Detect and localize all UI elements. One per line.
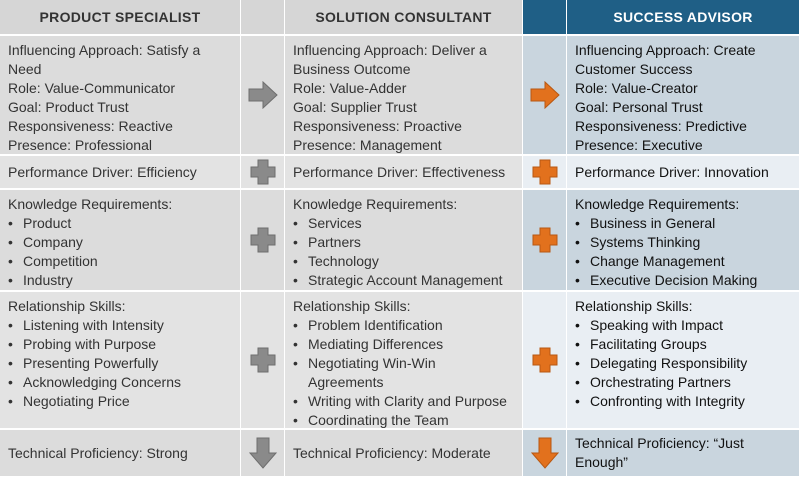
header-product-specialist: PRODUCT SPECIALIST bbox=[0, 0, 241, 36]
ps-goal: Goal: Product Trust bbox=[8, 99, 129, 115]
list-item: • Acknowledging Concerns bbox=[8, 373, 232, 392]
list-item: • Probing with Purpose bbox=[8, 335, 232, 354]
plus-cell bbox=[241, 190, 285, 292]
sa-knowledge-list bbox=[575, 214, 791, 290]
sc-knowledge-list bbox=[293, 214, 514, 290]
list-item: • Mediating Differences bbox=[293, 335, 514, 354]
list-item: • Speaking with Impact bbox=[575, 316, 791, 335]
sc-knowledge-cell bbox=[285, 190, 523, 292]
sa-presence: Presence: Executive bbox=[575, 137, 703, 153]
header-spacer bbox=[523, 0, 567, 36]
plus-cell bbox=[241, 156, 285, 190]
list-item: • Technology bbox=[293, 252, 514, 271]
plus-icon bbox=[532, 159, 558, 185]
list-item: • Confronting with Integrity bbox=[575, 392, 791, 411]
sa-role: Role: Value-Creator bbox=[575, 80, 698, 96]
header-solution-consultant: SOLUTION CONSULTANT bbox=[285, 0, 523, 36]
sc-knowledge-title: Knowledge Requirements: bbox=[293, 196, 458, 212]
sc-influencing-cell bbox=[285, 36, 523, 156]
ps-responsiveness: Responsiveness: Reactive bbox=[8, 118, 173, 134]
list-item: • Writing with Clarity and Purpose bbox=[293, 392, 514, 411]
list-item: • Systems Thinking bbox=[575, 233, 791, 252]
arrow-right-icon bbox=[248, 81, 278, 109]
list-item: • Coordinating the Team bbox=[293, 411, 514, 430]
ps-knowledge-title: Knowledge Requirements: bbox=[8, 196, 173, 212]
sa-influencing-cell bbox=[567, 36, 800, 156]
list-item: • Executive Decision Making bbox=[575, 271, 791, 290]
ps-performance-driver: Performance Driver: Efficiency bbox=[0, 156, 241, 190]
sc-relationship-title: Relationship Skills: bbox=[293, 298, 411, 314]
list-item: • Partners bbox=[293, 233, 514, 252]
plus-cell bbox=[523, 292, 567, 430]
plus-icon bbox=[532, 227, 558, 253]
ps-relationship-title: Relationship Skills: bbox=[8, 298, 126, 314]
sc-relationship-cell bbox=[285, 292, 523, 430]
arrow-cell bbox=[241, 36, 285, 156]
arrow-cell bbox=[241, 430, 285, 478]
list-item: • Competition bbox=[8, 252, 232, 271]
plus-icon bbox=[250, 227, 276, 253]
sa-relationship-cell bbox=[567, 292, 800, 430]
arrow-cell bbox=[523, 36, 567, 156]
sc-responsiveness: Responsiveness: Proactive bbox=[293, 118, 462, 134]
sa-technical-proficiency: Technical Proficiency: “Just Enough” bbox=[567, 430, 800, 478]
list-item: • Services bbox=[293, 214, 514, 233]
plus-cell bbox=[241, 292, 285, 430]
list-item: • Orchestrating Partners bbox=[575, 373, 791, 392]
list-item: • Business in General bbox=[575, 214, 791, 233]
list-item: • Negotiating Price bbox=[8, 392, 232, 411]
header-spacer bbox=[241, 0, 285, 36]
ps-influencing-cell bbox=[0, 36, 241, 156]
ps-presence: Presence: Professional bbox=[8, 137, 152, 153]
arrow-down-icon bbox=[531, 437, 559, 469]
plus-icon bbox=[532, 347, 558, 373]
sc-performance-driver: Performance Driver: Effectiveness bbox=[285, 156, 523, 190]
ps-knowledge-cell bbox=[0, 190, 241, 292]
ps-role: Role: Value-Communicator bbox=[8, 80, 176, 96]
sa-relationship-title: Relationship Skills: bbox=[575, 298, 693, 314]
list-item: • Facilitating Groups bbox=[575, 335, 791, 354]
list-item: • Listening with Intensity bbox=[8, 316, 232, 335]
list-item: • Change Management bbox=[575, 252, 791, 271]
arrow-right-icon bbox=[530, 81, 560, 109]
sa-knowledge-title: Knowledge Requirements: bbox=[575, 196, 740, 212]
sc-influencing-approach: Influencing Approach: Deliver a Business Outcome bbox=[293, 42, 487, 77]
ps-technical-proficiency: Technical Proficiency: Strong bbox=[0, 430, 241, 478]
sa-performance-driver: Performance Driver: Innovation bbox=[567, 156, 800, 190]
ps-relationship-cell bbox=[0, 292, 241, 430]
list-item: • Product bbox=[8, 214, 232, 233]
sa-relationship-list bbox=[575, 316, 791, 411]
list-item: • Delegating Responsibility bbox=[575, 354, 791, 373]
plus-icon bbox=[250, 347, 276, 373]
sc-role: Role: Value-Adder bbox=[293, 80, 407, 96]
arrow-down-icon bbox=[249, 437, 277, 469]
plus-cell bbox=[523, 156, 567, 190]
list-item: • Problem Identification bbox=[293, 316, 514, 335]
list-item: • Industry bbox=[8, 271, 232, 290]
sc-presence: Presence: Management bbox=[293, 137, 442, 153]
sa-responsiveness: Responsiveness: Predictive bbox=[575, 118, 747, 134]
list-item: • Company bbox=[8, 233, 232, 252]
sc-technical-proficiency: Technical Proficiency: Moderate bbox=[285, 430, 523, 478]
sa-influencing-approach: Influencing Approach: Create Customer Success bbox=[575, 42, 756, 77]
sc-goal: Goal: Supplier Trust bbox=[293, 99, 417, 115]
ps-knowledge-list bbox=[8, 214, 232, 290]
ps-relationship-list bbox=[8, 316, 232, 411]
list-item: • Presenting Powerfully bbox=[8, 354, 232, 373]
plus-icon bbox=[250, 159, 276, 185]
sa-knowledge-cell bbox=[567, 190, 800, 292]
ps-influencing-approach: Influencing Approach: Satisfy a Need bbox=[8, 42, 201, 77]
header-success-advisor: SUCCESS ADVISOR bbox=[567, 0, 800, 36]
sc-relationship-list bbox=[293, 316, 514, 430]
list-item: • Negotiating Win-Win Agreements bbox=[293, 354, 514, 392]
arrow-cell bbox=[523, 430, 567, 478]
sa-goal: Goal: Personal Trust bbox=[575, 99, 703, 115]
list-item: • Strategic Account Management bbox=[293, 271, 514, 290]
plus-cell bbox=[523, 190, 567, 292]
